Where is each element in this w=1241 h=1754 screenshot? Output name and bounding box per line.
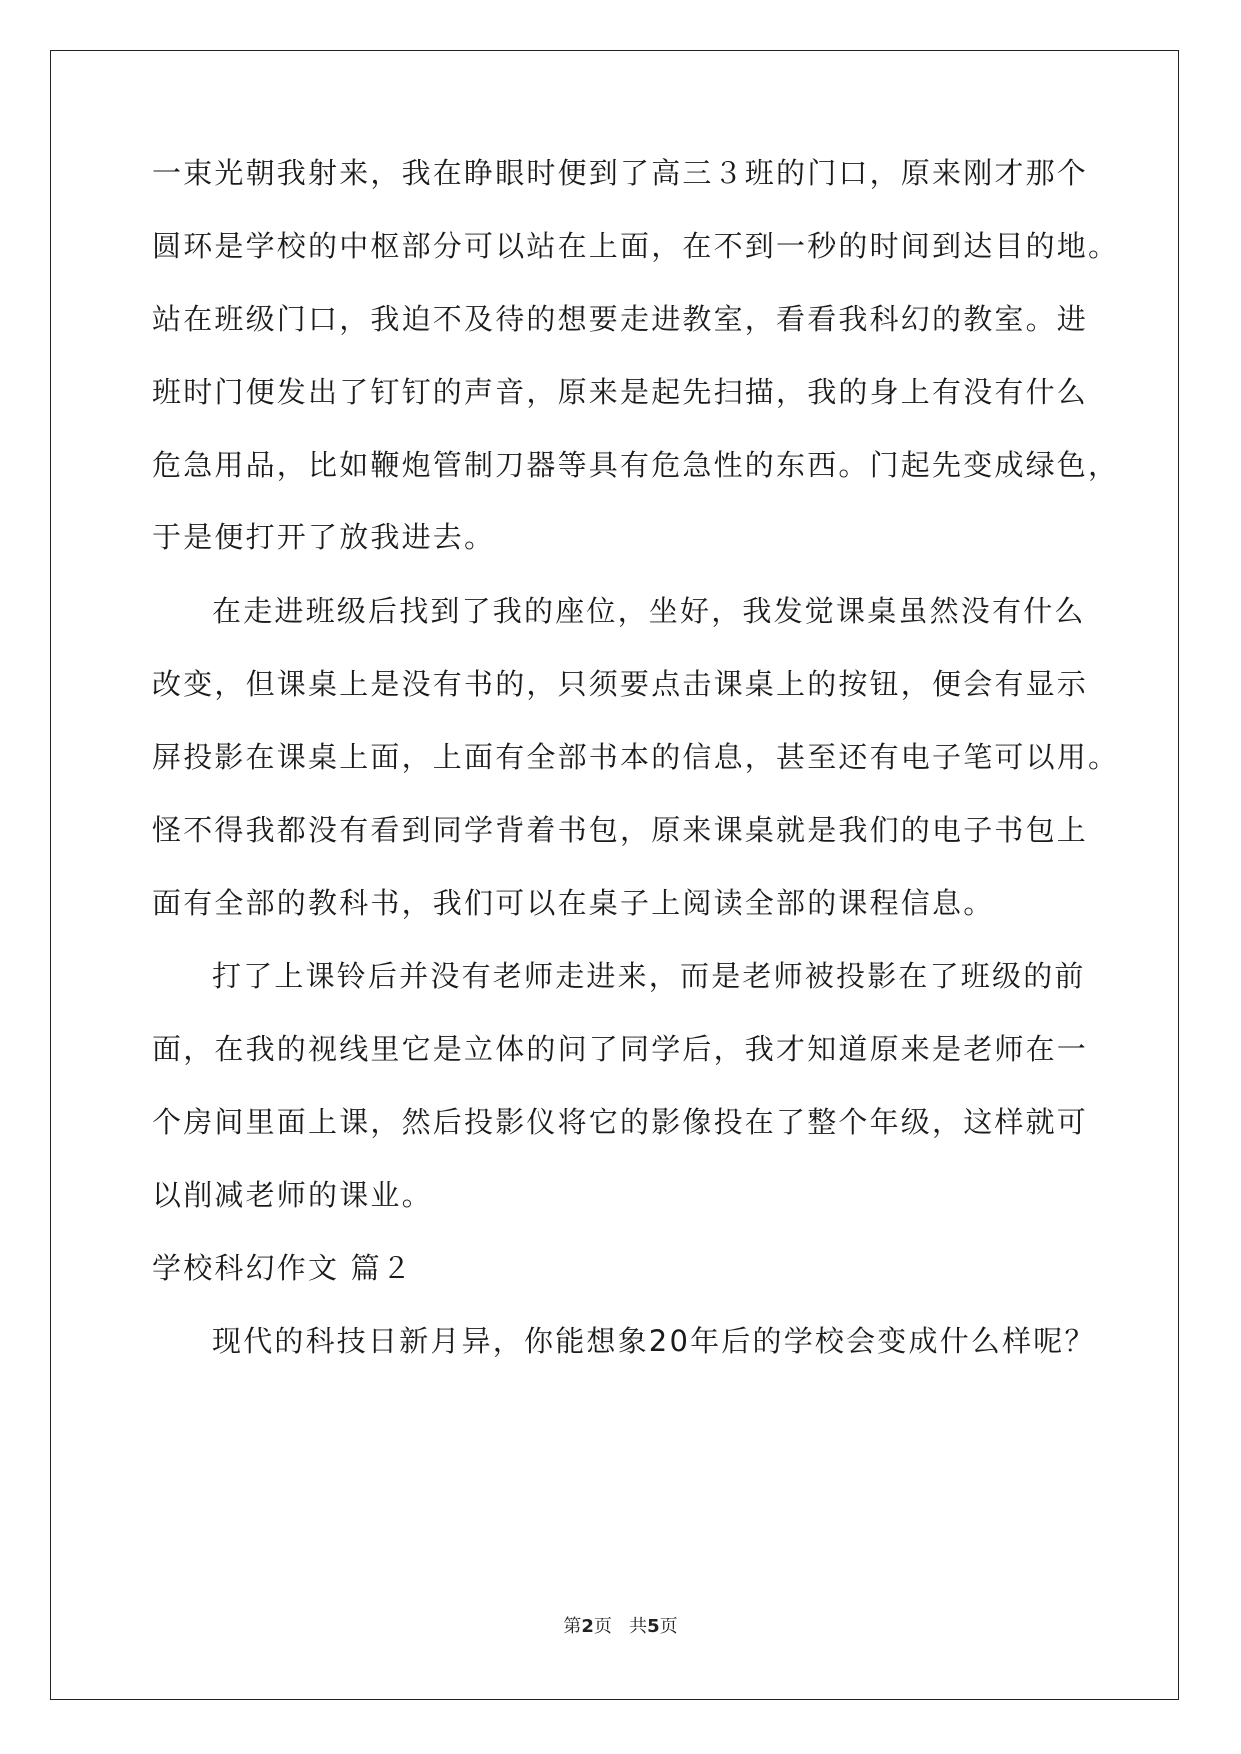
total-suffix: 页 xyxy=(659,1616,678,1637)
text-line: 危急用品，比如鞭炮管制刀器等具有危急性的东西。门起先变成绿色， xyxy=(152,448,1120,482)
text-line: 个房间里面上课，然后投影仪将它的影像投在了整个年级，这样就可 xyxy=(152,1105,1089,1139)
text-line: 屏投影在课桌上面，上面有全部书本的信息，甚至还有电子笔可以用。 xyxy=(152,740,1120,774)
page-current: 2 xyxy=(581,1616,594,1637)
page-suffix: 页 xyxy=(593,1616,612,1637)
text-line: 于是便打开了放我进去。 xyxy=(152,520,496,554)
text-line: 打了上课铃后并没有老师走进来，而是老师被投影在了班级的前 xyxy=(212,959,1086,993)
text-line: 面，在我的视线里它是立体的问了同学后，我才知道原来是老师在一 xyxy=(152,1032,1089,1066)
text-line: 站在班级门口，我迫不及待的想要走进教室，看看我科幻的教室。进 xyxy=(152,302,1089,336)
text-line: 班时门便发出了钉钉的声音，原来是起先扫描，我的身上有没有什么 xyxy=(152,375,1089,409)
text-line: 怪不得我都没有看到同学背着书包，原来课桌就是我们的电子书包上 xyxy=(152,813,1089,847)
text-line: 以削减老师的课业。 xyxy=(152,1178,433,1212)
text-line: 在走进班级后找到了我的座位，坐好，我发觉课桌虽然没有什么 xyxy=(212,594,1086,628)
total-prefix: 共 xyxy=(629,1616,648,1637)
text-line: 面有全部的教科书，我们可以在桌子上阅读全部的课程信息。 xyxy=(152,886,995,920)
section-heading: 学校科幻作文 篇２ xyxy=(152,1251,414,1285)
text-line: 改变，但课桌上是没有书的，只须要点击课桌上的按钮，便会有显示 xyxy=(152,667,1089,701)
page-border xyxy=(50,50,1179,1700)
text-line: 圆环是学校的中枢部分可以站在上面，在不到一秒的时间到达目的地。 xyxy=(152,229,1120,263)
page-prefix: 第 xyxy=(563,1616,582,1637)
page-total: 5 xyxy=(647,1616,660,1637)
text-line: 现代的科技日新月异，你能想象20年后的学校会变成什么样呢？ xyxy=(212,1324,1096,1358)
text-line: 一束光朝我射来，我在睁眼时便到了高三３班的门口，原来刚才那个 xyxy=(152,156,1089,190)
page-footer xyxy=(0,1612,1241,1638)
